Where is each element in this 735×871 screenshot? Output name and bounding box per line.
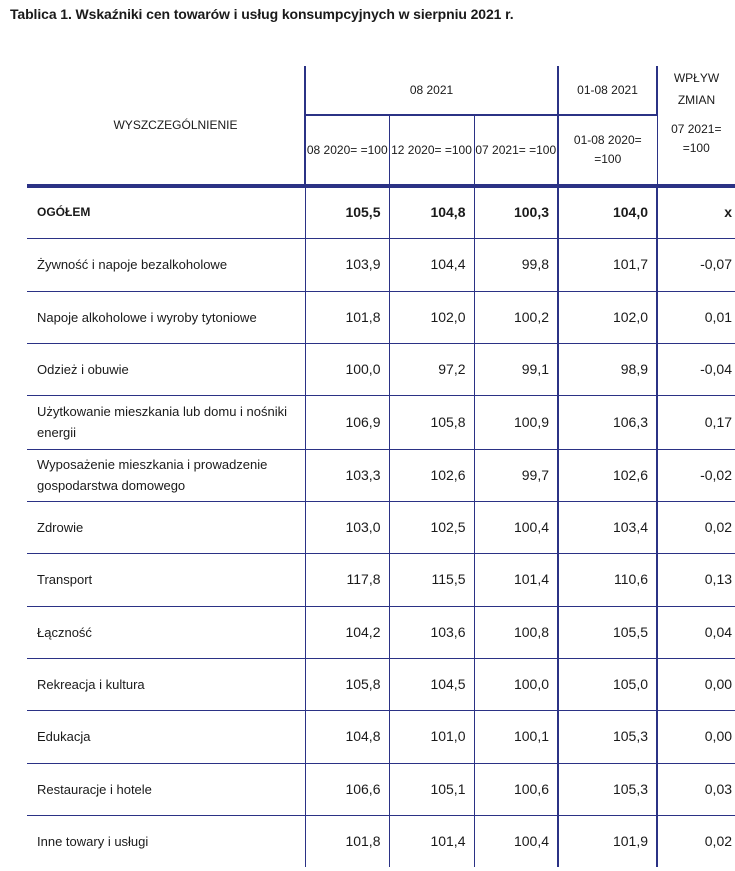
table-row [27,395,735,449]
cell-ytd: 101,7 [558,238,657,291]
cell-yoy: 105,8 [305,658,389,710]
row-label: Wyposażenie mieszkania i prowadzenie gospodarstwa domowego [27,449,305,501]
row-label: Edukacja [27,710,305,763]
cell-impact: 0,13 [657,553,735,606]
table-row [27,501,735,553]
cell-vs-december: 102,5 [389,501,474,553]
cell-yoy: 105,5 [305,186,389,238]
row-label: Restauracje i hotele [27,763,305,815]
cell-ytd: 102,0 [558,291,657,343]
table-row [27,763,735,815]
cell-vs-december: 102,0 [389,291,474,343]
cell-yoy: 104,8 [305,710,389,763]
cell-impact: 0,00 [657,658,735,710]
cpi-table [27,66,735,867]
header-col-ytd: 01-08 2020= =100 [558,115,657,186]
cell-ytd: 98,9 [558,343,657,395]
cell-impact: 0,02 [657,501,735,553]
cell-vs-december: 105,8 [389,395,474,449]
row-label: Zdrowie [27,501,305,553]
cell-vs-december: 115,5 [389,553,474,606]
cell-ytd: 103,4 [558,501,657,553]
cell-vs-december: 97,2 [389,343,474,395]
cell-mom: 100,8 [474,606,558,658]
cell-mom: 100,4 [474,501,558,553]
cell-ytd: 105,0 [558,658,657,710]
header-row-label: WYSZCZEGÓLNIENIE [113,117,238,132]
row-label: Napoje alkoholowe i wyroby tytoniowe [27,291,305,343]
cell-vs-december: 105,1 [389,763,474,815]
cell-impact: 0,04 [657,606,735,658]
row-label: Żywność i napoje bezalkoholowe [27,238,305,291]
header-col-impact: 07 2021= =100 [657,115,735,186]
header-col-mom: 07 2021= =100 [474,115,558,186]
cell-mom: 100,4 [474,815,558,867]
cell-vs-december: 101,4 [389,815,474,867]
table-row [27,658,735,710]
cell-mom: 99,1 [474,343,558,395]
cell-impact: 0,02 [657,815,735,867]
row-label: Łączność [27,606,305,658]
table-row [27,815,735,867]
header-group-impact: WPŁYW ZMIAN [657,66,735,115]
cell-ytd: 102,6 [558,449,657,501]
cell-yoy: 103,0 [305,501,389,553]
cell-mom: 100,0 [474,658,558,710]
cell-impact: -0,07 [657,238,735,291]
cell-impact: x [657,186,735,238]
cell-impact: -0,02 [657,449,735,501]
header-col-vs-december: 12 2020= =100 [389,115,474,186]
cell-ytd: 105,3 [558,710,657,763]
table-row [27,291,735,343]
cell-yoy: 100,0 [305,343,389,395]
cell-vs-december: 104,8 [389,186,474,238]
table-row [27,186,735,238]
table-row [27,606,735,658]
cell-vs-december: 104,5 [389,658,474,710]
row-label: Rekreacja i kultura [27,658,305,710]
cell-yoy: 101,8 [305,815,389,867]
table-row [27,449,735,501]
cell-mom: 101,4 [474,553,558,606]
cell-mom: 100,1 [474,710,558,763]
cell-impact: 0,01 [657,291,735,343]
table-row [27,553,735,606]
cell-mom: 100,2 [474,291,558,343]
row-label: Inne towary i usługi [37,833,149,849]
cell-ytd: 110,6 [558,553,657,606]
cell-impact: 0,03 [657,763,735,815]
cell-yoy: 106,9 [305,395,389,449]
cell-yoy: 101,8 [305,291,389,343]
cell-vs-december: 103,6 [389,606,474,658]
row-label: Użytkowanie mieszkania lub domu i nośniki energii [27,395,305,449]
row-label: OGÓŁEM [27,186,305,238]
cell-impact: 0,00 [657,710,735,763]
cell-ytd: 104,0 [558,186,657,238]
row-label: Transport [27,553,305,606]
cell-vs-december: 102,6 [389,449,474,501]
cell-vs-december: 101,0 [389,710,474,763]
cell-ytd: 101,9 [558,815,657,867]
cell-ytd: 106,3 [558,395,657,449]
header-group-ytd: 01-08 2021 [558,66,657,115]
cell-ytd: 105,3 [558,763,657,815]
table-row [27,343,735,395]
cell-mom: 100,6 [474,763,558,815]
table-row [27,710,735,763]
cell-impact: -0,04 [657,343,735,395]
cell-yoy: 103,9 [305,238,389,291]
table-row [27,238,735,291]
cell-vs-december: 104,4 [389,238,474,291]
cell-mom: 99,8 [474,238,558,291]
cell-yoy: 117,8 [305,553,389,606]
header-col-yoy: 08 2020= =100 [305,115,389,186]
cell-ytd: 105,5 [558,606,657,658]
row-label: Odzież i obuwie [27,343,305,395]
cell-impact: 0,17 [657,395,735,449]
cell-yoy: 106,6 [305,763,389,815]
header-group-month: 08 2021 [305,66,558,115]
cell-mom: 100,9 [474,395,558,449]
table-title: Tablica 1. Wskaźniki cen towarów i usług konsumpcyjnych w sierpniu 2021 r. [10,6,514,22]
cell-yoy: 104,2 [305,606,389,658]
cell-mom: 99,7 [474,449,558,501]
cell-mom: 100,3 [474,186,558,238]
cell-yoy: 103,3 [305,449,389,501]
